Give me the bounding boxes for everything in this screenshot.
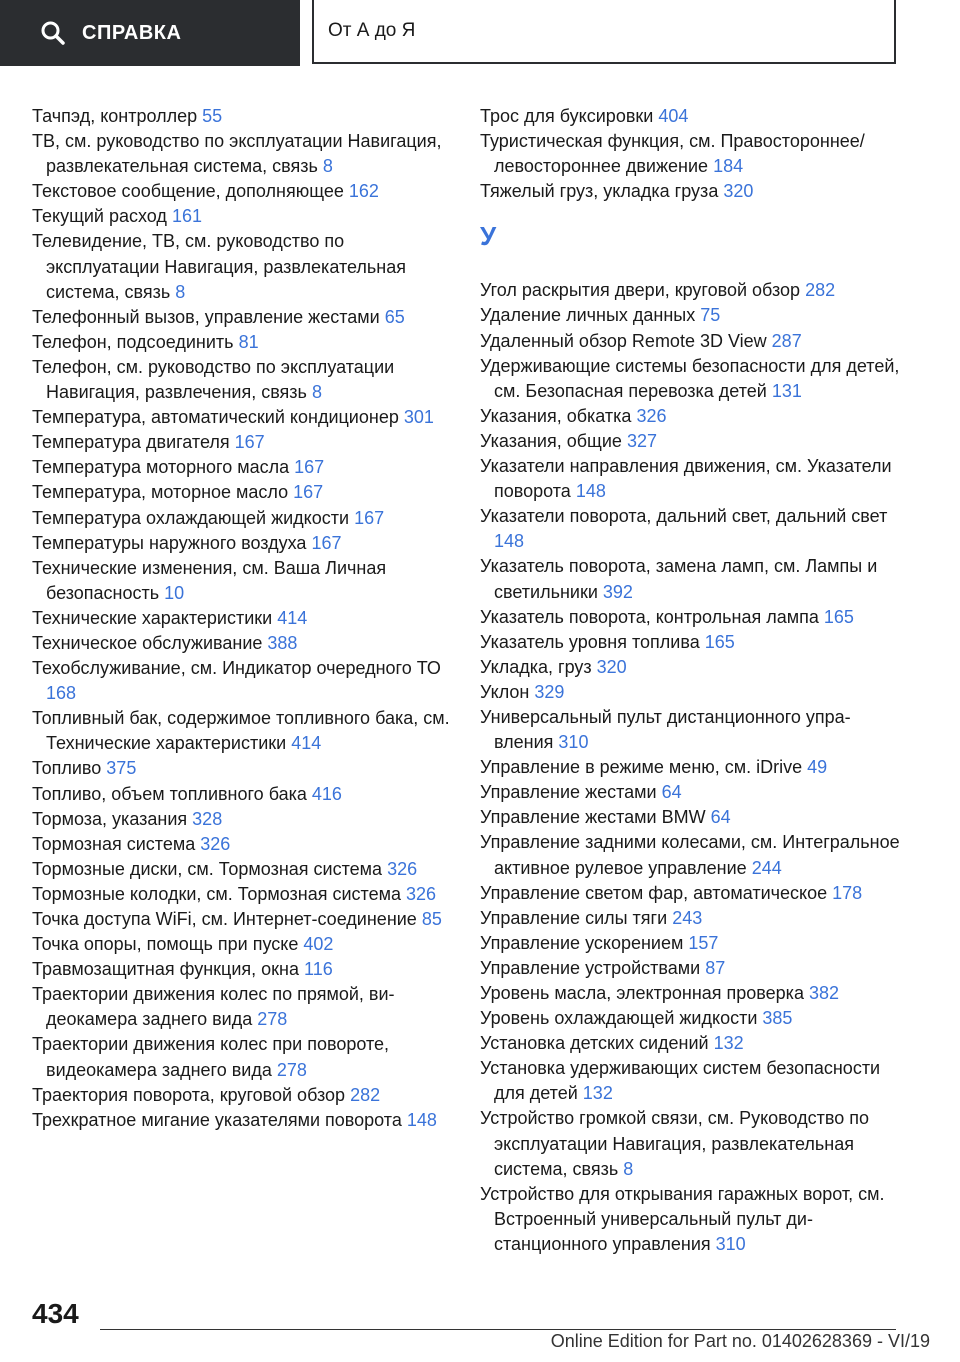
index-entry: [32, 355, 452, 405]
index-entry-text: Телефон, подсоединить: [32, 331, 234, 352]
page-reference-link[interactable]: 75: [700, 305, 721, 326]
index-entry-text: Трос для буксировки: [480, 106, 654, 126]
page-reference-link[interactable]: 167: [294, 457, 325, 478]
index-entry: [480, 129, 900, 179]
index-entry-text: Точка доступа WiFi, см. Интернет-соединение: [32, 909, 417, 929]
index-entry: [32, 1108, 452, 1133]
page-reference-link[interactable]: 157: [688, 932, 719, 953]
index-entry: [480, 278, 900, 303]
index-entry-text: Угол раскрытия двери, круговой обзор: [480, 280, 801, 301]
page-reference-link[interactable]: 414: [291, 733, 322, 754]
index-entry-text: Указатель уровня топлива: [480, 631, 700, 652]
page-reference-link[interactable]: 165: [823, 606, 854, 627]
page-reference-link[interactable]: 55: [202, 106, 223, 126]
page-reference-link[interactable]: 167: [234, 432, 265, 453]
index-entry: [480, 1182, 900, 1257]
page-reference-link[interactable]: 320: [596, 656, 627, 677]
index-entry: [480, 329, 900, 354]
index-entry-text: Удерживающие системы безопасности для детей, см. Безопасная перевозка детей: [480, 355, 900, 401]
page-number: 434: [32, 1298, 79, 1329]
page-reference-link[interactable]: 10: [164, 582, 185, 603]
index-entry: [32, 455, 452, 480]
index-entry-text: Траектория поворота, круговой обзор: [32, 1084, 346, 1105]
index-entry: [32, 405, 452, 430]
index-entry-text: Телефонный вызов, управление жестами: [32, 306, 380, 327]
index-entry: [480, 981, 900, 1006]
index-entry-text: Управление ускорением: [480, 932, 684, 953]
page-reference-link[interactable]: 326: [406, 883, 437, 904]
page-reference-link[interactable]: 64: [661, 782, 682, 803]
footer-divider: [100, 1329, 896, 1330]
index-entry-text: Устройство громкой связи, см. Руководство по эксплуатации Навигация, развлекательная система, связь: [480, 1108, 870, 1179]
index-entry: [32, 204, 452, 229]
index-entry-text: Температура двигателя: [32, 432, 230, 453]
page-reference-link[interactable]: 388: [267, 632, 298, 653]
index-entry-text: Тормоза, указания: [32, 808, 188, 829]
breadcrumb[interactable]: [312, 0, 896, 64]
index-entry-text: Управление жестами BMW: [480, 807, 706, 828]
index-entry-text: Топливо, объем топливного бака: [32, 783, 307, 804]
index-entry: [32, 179, 452, 204]
search-icon: [40, 20, 66, 46]
breadcrumb-text: От А до Я: [328, 20, 416, 41]
page-reference-link[interactable]: 243: [672, 907, 703, 928]
page-reference-link[interactable]: 148: [406, 1109, 437, 1130]
index-entry: [480, 554, 900, 604]
page-reference-link[interactable]: 278: [257, 1009, 288, 1030]
page-reference-link[interactable]: 64: [710, 807, 731, 828]
index-entry: [480, 354, 900, 404]
page-reference-link[interactable]: 85: [421, 909, 442, 929]
index-entry-text: Удаление личных данных: [480, 305, 696, 326]
index-entry: [480, 906, 900, 931]
page-reference-link[interactable]: 301: [403, 407, 434, 428]
edition-footer: Online Edition for Part no. 01402628369 - VI/19: [550, 1331, 930, 1351]
index-entry: [32, 606, 452, 631]
page-reference-link[interactable]: 282: [350, 1084, 381, 1105]
index-entry-text: Температура охлаждающей жидкости: [32, 507, 350, 528]
page-reference-link[interactable]: 8: [322, 156, 333, 177]
page-reference-link[interactable]: 161: [171, 206, 202, 227]
index-column-right: [480, 104, 900, 1257]
index-entry-text: Устройство для открывания гаражных ворот, см. Встроенный универсальный пульт дистанционного управления: [480, 1183, 885, 1254]
index-entry-text: Телевидение, ТВ, см. руководство по эксплуатации Навигация, развлекательная система, связь: [32, 231, 406, 302]
index-entry-text: Установка удерживающих систем безопасности для детей: [480, 1058, 881, 1104]
index-entry: [32, 882, 452, 907]
index-entry-text: Температура моторного масла: [32, 457, 290, 478]
page-reference-link[interactable]: 132: [582, 1083, 613, 1104]
index-entry-text: Травмозащитная функция, окна: [32, 959, 299, 980]
index-entry-text: Указания, общие: [480, 430, 622, 451]
index-entry: [32, 832, 452, 857]
page-reference-link[interactable]: 162: [348, 181, 379, 202]
index-entry-text: Траектории движения колес при повороте, видеокамера заднего вида: [32, 1034, 390, 1080]
index-entry: [32, 706, 452, 756]
index-entry: [480, 1031, 900, 1056]
index-entry-text: Точка опоры, помощь при пуске: [32, 934, 299, 955]
page-reference-link[interactable]: 116: [304, 959, 333, 980]
index-entry: [480, 605, 900, 630]
page-reference-link[interactable]: 385: [762, 1008, 793, 1029]
index-entry-text: Тяжелый груз, укладка груза: [480, 181, 719, 202]
index-entry: [480, 1006, 900, 1031]
index-entry: [32, 506, 452, 531]
page-reference-link[interactable]: 382: [808, 983, 840, 1003]
page-reference-link[interactable]: 404: [658, 106, 689, 126]
index-group-t: [480, 104, 900, 204]
page-reference-link[interactable]: 8: [623, 1158, 634, 1179]
index-entry: [32, 631, 452, 656]
index-entry-text: Температура, автоматический кондиционер: [32, 407, 399, 428]
page-reference-link[interactable]: 148: [494, 531, 525, 552]
index-entry-text: Тормозная система: [32, 833, 196, 854]
index-entry-text: Текущий расход: [32, 206, 167, 227]
index-entry: [480, 956, 900, 981]
help-tab-label: СПРАВКА: [82, 21, 182, 44]
index-entry-text: Управление светом фар, автоматическое: [480, 882, 828, 903]
index-entry: [480, 179, 900, 204]
index-entry: [480, 630, 900, 655]
index-entry: [480, 454, 900, 504]
index-entry: [480, 931, 900, 956]
index-entry: [480, 655, 900, 680]
section-letter-heading: У: [480, 221, 497, 252]
page-reference-link[interactable]: 416: [311, 783, 342, 804]
index-group-u: [480, 278, 900, 1257]
help-tab[interactable]: [0, 0, 300, 66]
page-reference-link[interactable]: 310: [715, 1233, 746, 1254]
index-entry: [480, 104, 900, 129]
page-reference-link[interactable]: 184: [713, 156, 744, 177]
index-entry-text: Установка детских сидений: [480, 1033, 709, 1054]
page-reference-link[interactable]: 167: [311, 532, 342, 553]
index-entry: [32, 957, 452, 982]
index-entry-text: Удаленный обзор Remote 3D View: [480, 330, 767, 351]
index-entry: [32, 531, 452, 556]
index-entry: [32, 480, 452, 505]
page-reference-link[interactable]: 148: [575, 481, 606, 502]
index-entry: [32, 330, 452, 355]
index-entry-text: Текстовое сообщение, дополняющее: [32, 181, 344, 202]
index-entry-text: Тормозные диски, см. Тормозная система: [32, 858, 383, 879]
page-reference-link[interactable]: 167: [293, 482, 324, 503]
index-entry-text: Уровень масла, электронная проверка: [480, 983, 804, 1003]
page-reference-link[interactable]: 49: [807, 757, 828, 778]
page-reference-link[interactable]: 329: [534, 681, 565, 702]
index-entry: [480, 755, 900, 780]
index-column-left: [32, 104, 452, 1133]
index-entry-text: Управление задними колесами, см. Интегральное активное рулевое управление: [480, 832, 900, 878]
page-reference-link[interactable]: 402: [303, 934, 334, 955]
index-entry: [32, 1032, 452, 1082]
index-entry: [480, 780, 900, 805]
index-entry-text: Уровень охлаждающей жидкости: [480, 1008, 758, 1029]
index-entry: [480, 881, 900, 906]
page-reference-link[interactable]: 326: [387, 858, 418, 879]
page-reference-link[interactable]: 81: [238, 331, 259, 352]
page-reference-link[interactable]: 65: [384, 306, 405, 327]
index-entry-text: Управление жестами: [480, 782, 657, 803]
page-reference-link[interactable]: 278: [276, 1059, 307, 1080]
index-entry: [32, 305, 452, 330]
page-reference-link[interactable]: 320: [723, 181, 754, 202]
index-entry-text: Управление силы тяги: [480, 907, 668, 928]
index-entry: [480, 1106, 900, 1181]
index-entry-text: Указатель поворота, контрольная лампа: [480, 606, 819, 627]
index-entry-text: Управление устройствами: [480, 957, 701, 978]
page-reference-link[interactable]: 282: [805, 280, 836, 301]
index-entry-text: Температуры наружного воздуха: [32, 532, 307, 553]
index-entry-text: Технические характеристики: [32, 607, 273, 628]
page-reference-link[interactable]: 310: [558, 732, 589, 753]
index-entry-text: Технические изменения, см. Ваша Личная безопасность: [32, 557, 387, 603]
index-entry: [32, 807, 452, 832]
index-entry: [32, 656, 452, 706]
index-entry: [480, 404, 900, 429]
page-reference-link[interactable]: 244: [751, 857, 782, 878]
index-entry: [32, 857, 452, 882]
page-reference-link[interactable]: 131: [771, 380, 802, 401]
index-entry-text: Универсальный пульт дистанционного управления: [480, 706, 851, 753]
index-entry: [480, 504, 900, 554]
index-entry: [32, 756, 452, 781]
index-entry-text: Траектории движения колес по прямой, видеокамера заднего вида: [32, 984, 395, 1030]
page-reference-link[interactable]: 178: [832, 882, 863, 903]
index-entry-text: Трехкратное мигание указателями поворота: [32, 1109, 402, 1130]
index-entry-text: Указатели направления движения, см. Указатели поворота: [480, 456, 892, 502]
index-entry-text: Уклон: [480, 681, 530, 702]
index-entry-text: Топливный бак, содержимое топливного бака, см. Технические характеристики: [32, 708, 450, 754]
page-reference-link[interactable]: 414: [277, 607, 308, 628]
page-reference-link[interactable]: 8: [311, 382, 322, 403]
index-entry: [32, 932, 452, 957]
page-reference-link[interactable]: 87: [705, 957, 726, 978]
index-entry-text: Телефон, см. руководство по эксплуатации Навигация, развлечения, связь: [32, 356, 395, 403]
index-entry-text: Управление в режиме меню, см. iDrive: [480, 757, 803, 778]
index-entry-text: Указатель поворота, замена ламп, см. Лампы и светильники: [480, 556, 878, 602]
index-entry: [32, 907, 452, 932]
page-reference-link[interactable]: 375: [106, 758, 137, 779]
index-entry-text: Указатели поворота, дальний свет, дальний свет: [480, 506, 888, 527]
page-reference-link[interactable]: 167: [354, 507, 385, 528]
index-entry: [32, 556, 452, 606]
index-entry: [32, 1083, 452, 1108]
index-entry: [480, 680, 900, 705]
page-reference-link[interactable]: 8: [175, 281, 186, 302]
index-entry: [480, 805, 900, 830]
index-entry: [480, 830, 900, 880]
index-entry-text: Техобслуживание, см. Индикатор очередного ТО: [32, 658, 441, 679]
index-entry: [480, 303, 900, 328]
index-entry-text: Топливо: [32, 758, 102, 779]
index-entry-text: Тормозные колодки, см. Тормозная система: [32, 883, 401, 904]
page-reference-link[interactable]: 168: [46, 683, 77, 704]
index-entry: [480, 429, 900, 454]
index-entry: [480, 705, 900, 755]
index-entry: [32, 430, 452, 455]
page-reference-link[interactable]: 328: [192, 808, 223, 829]
page-reference-link[interactable]: 287: [771, 330, 802, 351]
index-entry-text: Укладка, груз: [480, 656, 592, 677]
page-reference-link[interactable]: 392: [602, 581, 633, 602]
index-entry: [32, 229, 452, 304]
page-reference-link[interactable]: 132: [713, 1033, 744, 1054]
page-reference-link[interactable]: 326: [636, 405, 667, 426]
page-reference-link[interactable]: 327: [626, 430, 657, 451]
index-entry-text: ТВ, см. руководство по эксплуатации Навигация, развлекательная система, связь: [32, 131, 442, 177]
page-reference-link[interactable]: 165: [704, 631, 735, 652]
index-entry: [32, 982, 452, 1032]
index-entry-text: Температура, моторное масло: [32, 482, 289, 503]
index-entry: [32, 129, 452, 179]
index-entry-text: Тачпэд, контроллер: [32, 106, 198, 126]
page-reference-link[interactable]: 326: [200, 833, 231, 854]
index-entry: [480, 1056, 900, 1106]
index-entry: [32, 104, 452, 129]
index-entry-text: Техническое обслуживание: [32, 632, 263, 653]
index-entry: [32, 782, 452, 807]
index-entry-text: Указания, обкатка: [480, 405, 632, 426]
index-entry-text: Туристическая функция, см. Правостороннее/ левостороннее движение: [480, 131, 865, 177]
